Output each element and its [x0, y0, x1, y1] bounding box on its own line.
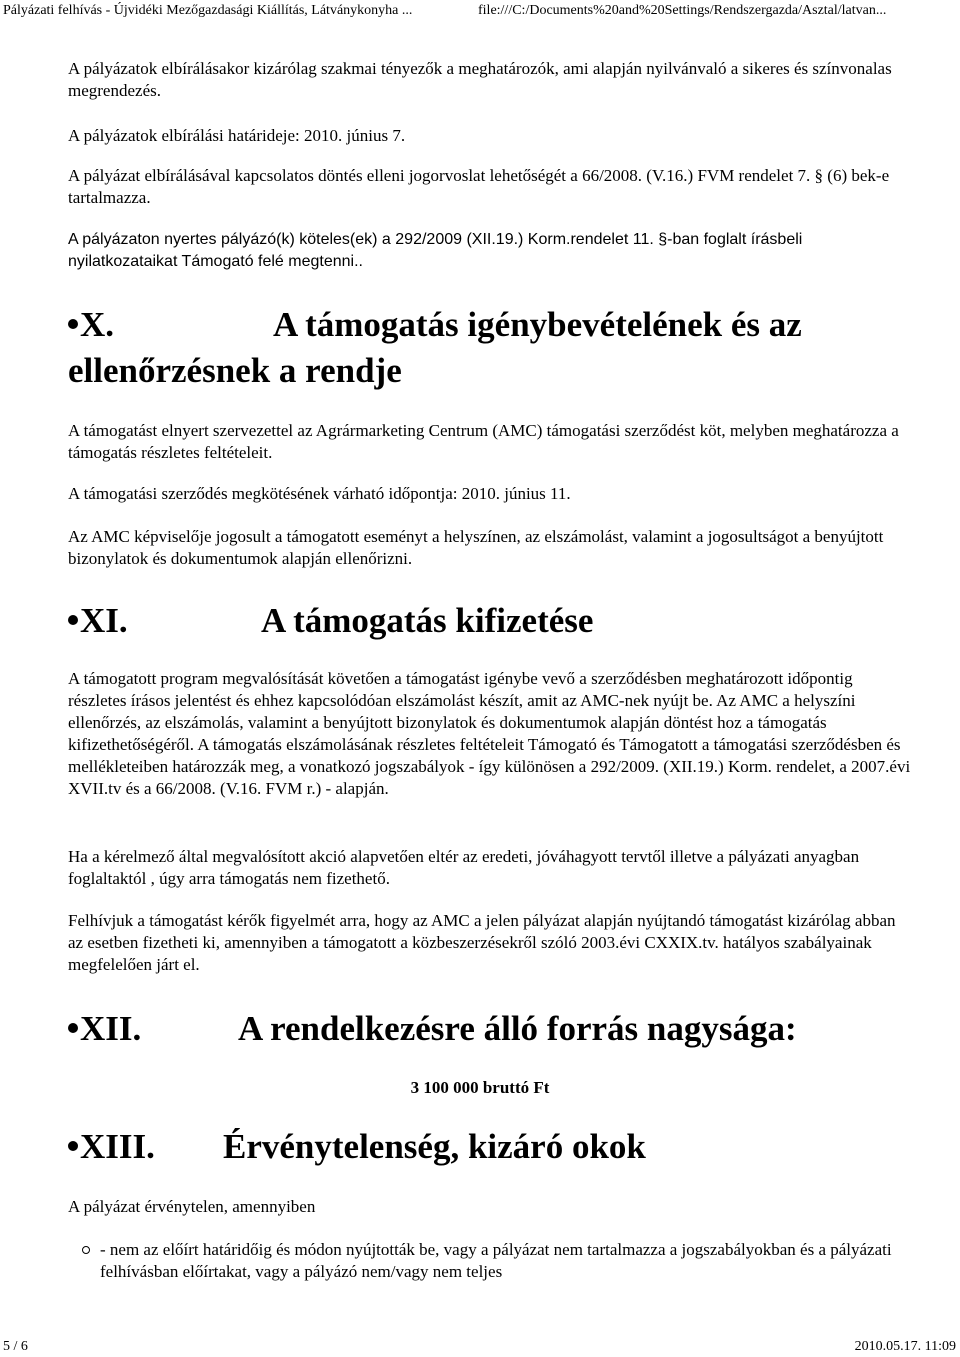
print-datetime: 2010.05.17. 11:09	[854, 1339, 956, 1354]
bullet-icon	[68, 1023, 78, 1033]
section-x-heading-line-2: ellenőrzésnek a rendje	[68, 351, 402, 390]
section-title-line-1: A támogatás igénybevételének és az	[273, 305, 802, 344]
section-number: XI.	[80, 601, 128, 640]
section-xiii-intro: A pályázat érvénytelen, amennyiben	[68, 1197, 316, 1216]
bullet-icon	[68, 615, 78, 625]
section-title: A támogatás kifizetése	[261, 601, 594, 640]
section-title: A rendelkezésre álló forrás nagysága:	[238, 1009, 797, 1048]
section-xiii-heading	[68, 1124, 938, 1169]
list-bullet-icon	[82, 1246, 90, 1254]
page-url: file:///C:/Documents%20and%20Settings/Rendszergazda/Asztal/latvan...	[478, 3, 887, 18]
section-xii-heading	[68, 1006, 938, 1051]
intro-paragraph-3: A pályázat elbírálásával kapcsolatos döntés elleni jogorvoslat lehetőségét a 66/2008. (V.16.) FVM rendelet 7. § (6) bek-e tartalmazza.	[68, 166, 890, 207]
section-xi-paragraph-3: Felhívjuk a támogatást kérők figyelmét arra, hogy az AMC a jelen pályázat alapján nyújtandó támogatást kizárólag abban az esetben fizetheti ki, amennyiben a támogatott a közbeszerzésekről szóló 2003.évi CXXIX.tv. hatályos szabályainak megfelelően járt el.	[68, 911, 896, 974]
section-title: Érvénytelenség, kizáró okok	[223, 1127, 646, 1166]
section-x-heading	[68, 302, 938, 347]
bullet-icon	[68, 319, 78, 329]
section-xi-paragraph-2: Ha a kérelmező által megvalósított akció alapvetően eltér az eredeti, jóváhagyott tervtől illetve a pályázati anyagban foglaltaktól , úgy arra támogatás nem fizethető.	[68, 847, 860, 888]
section-x-paragraph-3: Az AMC képviselője jogosult a támogatott eseményt a helyszínen, az elszámolást, valamint a jogosultságot a benyújtott bizonylatok és dokumentumok alapján ellenőrizni.	[68, 527, 884, 568]
intro-paragraph-4: A pályázaton nyertes pályázó(k) köteles(ek) a 292/2009 (XII.19.) Korm.rendelet 11. §-ban foglalt írásbeli nyilatkozataikat Támogató felé megtenni..	[68, 231, 803, 270]
print-header	[0, 0, 960, 22]
page-title: Pályázati felhívás - Újvidéki Mezőgazdasági Kiállítás, Látványkonyha ...	[3, 3, 413, 18]
list-item-text: - nem az előírt határidőig és módon nyújtották be, vagy a pályázat nem tartalmazza a jogszabályokban és a pályázati felhívásban előírtakat, vagy a pályázó nem/vagy nem teljes	[100, 1240, 892, 1281]
section-number: XIII.	[80, 1127, 155, 1166]
intro-paragraph-2: A pályázatok elbírálási határideje: 2010. június 7.	[68, 126, 406, 145]
section-xi-heading	[68, 598, 938, 643]
section-x-paragraph-1: A támogatást elnyert szervezettel az Agrármarketing Centrum (AMC) támogatási szerződést köt, melyben meghatározza a támogatás részletes feltételeit.	[68, 421, 899, 462]
page-number: 5 / 6	[3, 1339, 28, 1354]
section-xi-paragraph-1: A támogatott program megvalósítását követően a támogatást igénybe vevő a szerződésben meghatározott időpontig részletes írásos jelentést és ehhez kapcsolódóan elszámolást készít, amit az AMC-nek nyújt be. Az AMC a helyszíni ellenőrzés, az elszámolás, valamint a benyújtott bizonylatok és dokumentumok alapján döntést hoz a támogatás kifizethetőségéről. A támogatás elszámolásának részletes feltételeit Támogató és Támogatott a támogatási szerződésben és mellékleteiben határozzák meg, a vonatkozó jogszabályok - így különösen a 292/2009. (XII.19.) Korm. rendelet, a 2007.évi XVII.tv és a 66/2008. (V.16. FVM r.) - alapján.	[68, 669, 911, 798]
intro-paragraph-1: A pályázatok elbírálásakor kizárólag szakmai tényezők a meghatározók, ami alapján nyilvánvaló a sikeres és színvonalas megrendezés.	[68, 59, 892, 100]
section-number: X.	[80, 305, 115, 344]
section-number: XII.	[80, 1009, 142, 1048]
bullet-icon	[68, 1141, 78, 1151]
list-item	[96, 1239, 916, 1283]
section-x-paragraph-2: A támogatási szerződés megkötésének várható időpontja: 2010. június 11.	[68, 484, 571, 503]
print-footer	[0, 1336, 960, 1357]
available-amount: 3 100 000 bruttó Ft	[410, 1078, 550, 1097]
